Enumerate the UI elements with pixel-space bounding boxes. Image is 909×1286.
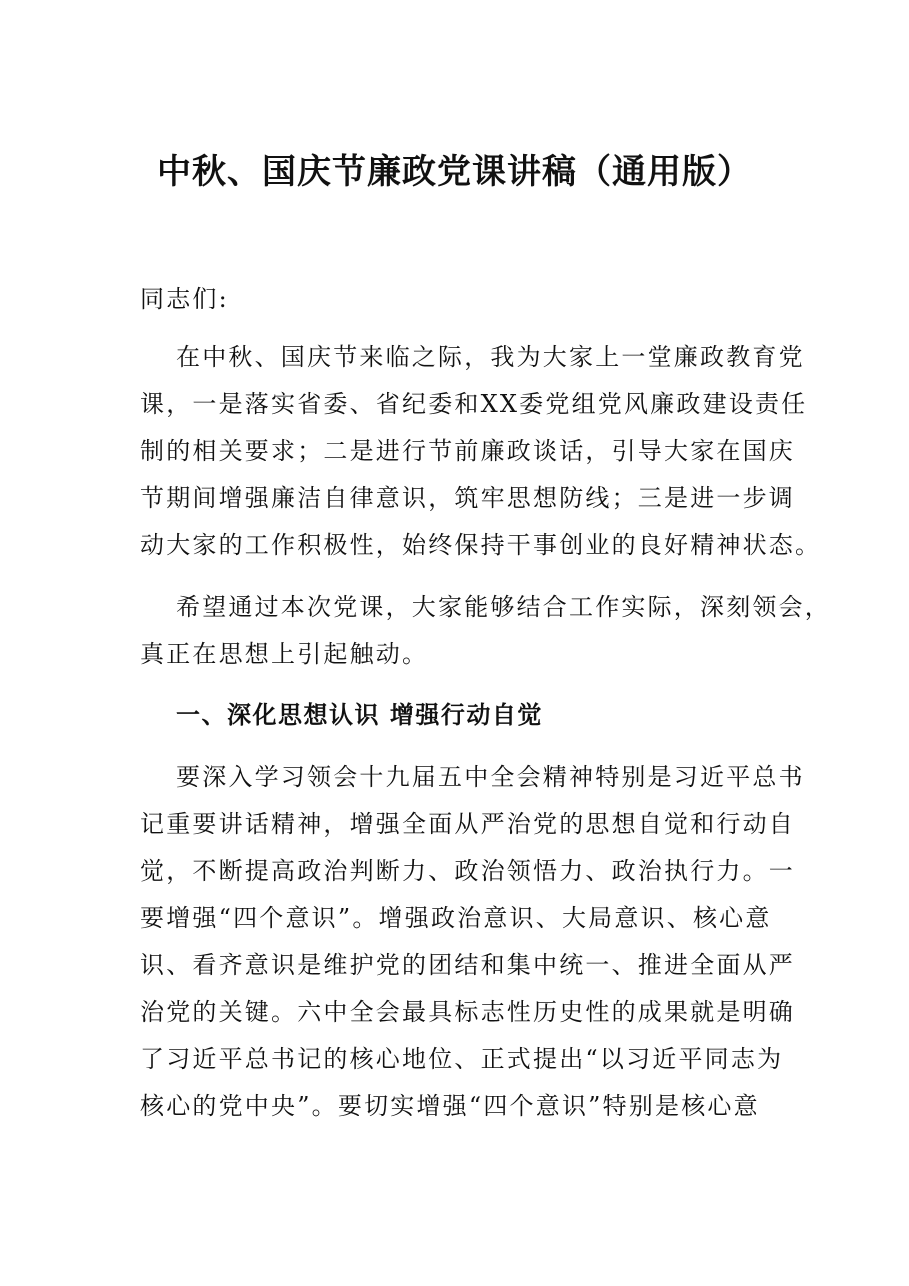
paragraph-line: 要深入学习领会十九届五中全会精神特别是习近平总书	[176, 763, 805, 791]
paragraph-line: 课，一是落实省委、省纪委和XX委党组党风廉政建设责任	[140, 390, 808, 418]
paragraph-line: 识、看齐意识是维护党的团结和集中统一、推进全面从严	[140, 951, 795, 979]
greeting: 同志们:	[140, 285, 229, 313]
section-heading: 一、深化思想认识 增强行动自觉	[176, 700, 543, 729]
paragraph-line: 觉，不断提高政治判断力、政治领悟力、政治执行力。一	[140, 857, 795, 885]
paragraph-line: 节期间增强廉洁自律意识，筑牢思想防线；三是进一步调	[140, 484, 795, 512]
paragraph-line: 在中秋、国庆节来临之际，我为大家上一堂廉政教育党	[176, 343, 805, 371]
paragraph-line: 动大家的工作积极性，始终保持干事创业的良好精神状态。	[140, 531, 822, 559]
paragraph-line: 制的相关要求；二是进行节前廉政谈话，引导大家在国庆	[140, 437, 795, 465]
paragraph-line: 了习近平总书记的核心地位、正式提出“以习近平同志为	[140, 1045, 784, 1073]
paragraph-line: 要增强“四个意识”。增强政治意识、大局意识、核心意	[140, 904, 772, 932]
paragraph-line: 记重要讲话精神，增强全面从严治党的思想自觉和行动自	[140, 810, 795, 838]
document-title: 中秋、国庆节廉政党课讲稿（通用版）	[157, 152, 752, 192]
paragraph-line: 核心的党中央”。要切实增强“四个意识”特别是核心意	[140, 1092, 760, 1120]
paragraph-line: 治党的关键。六中全会最具标志性历史性的成果就是明确	[140, 998, 795, 1026]
paragraph-line: 真正在思想上引起触动。	[140, 640, 429, 668]
paragraph-line: 希望通过本次党课，大家能够结合工作实际，深刻领会，	[176, 593, 831, 621]
